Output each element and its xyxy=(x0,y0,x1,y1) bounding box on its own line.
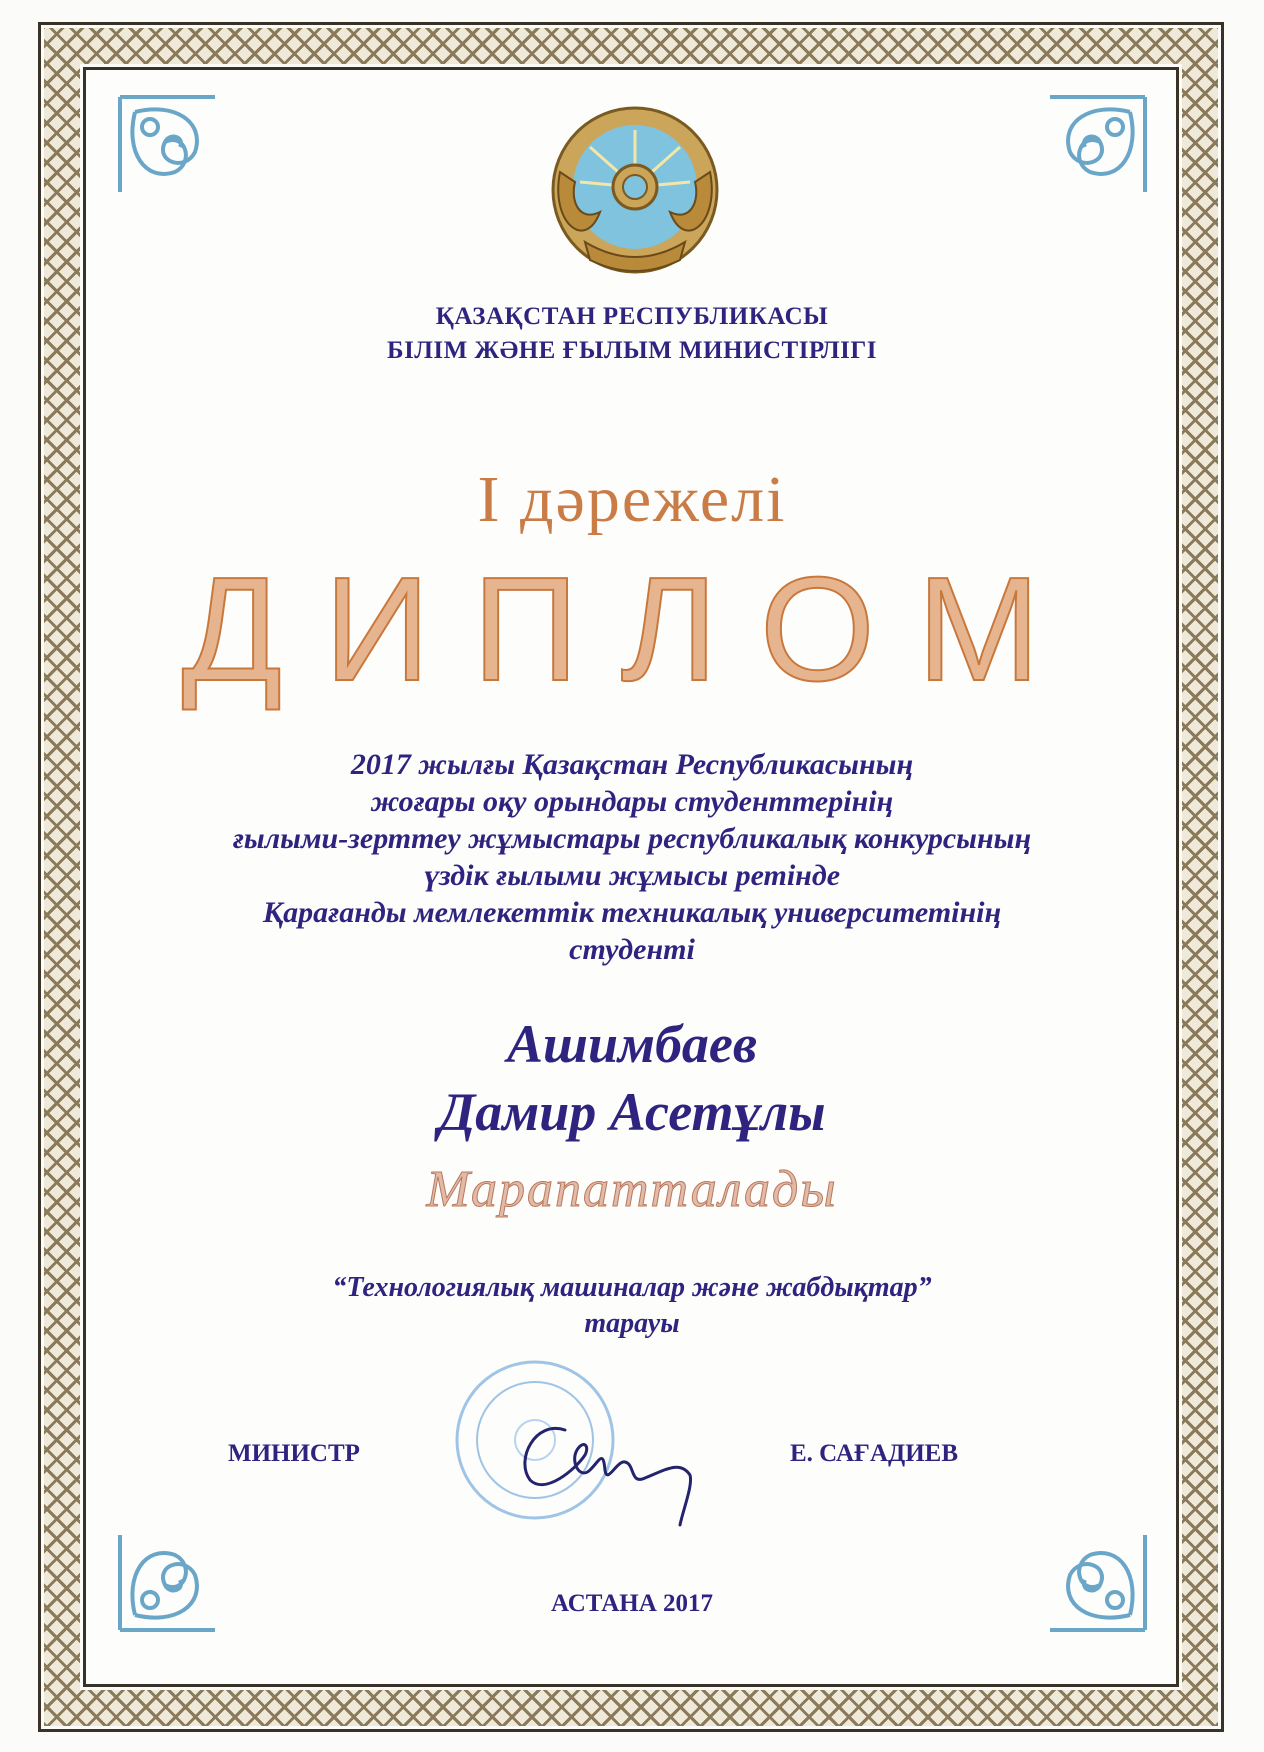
recipient-given-name: Дамир Асетұлы xyxy=(438,1082,826,1142)
diploma-title: ДИПЛОМ xyxy=(181,547,1083,712)
award-description xyxy=(100,746,1164,968)
description-line: Қарағанды мемлекеттік техникалық университетінің xyxy=(262,896,1002,929)
section-line-1: “Технологиялық машиналар және жабдықтар” xyxy=(332,1272,932,1303)
recipient-surname: Ашимбаев xyxy=(506,1014,758,1074)
signatory-title: МИНИСТР xyxy=(228,1440,360,1467)
awarded-text: Марапатталады xyxy=(426,1161,838,1218)
state-emblem-icon xyxy=(540,102,730,282)
signature-icon xyxy=(505,1400,705,1530)
ministry-line-1: ҚАЗАҚСТАН РЕСПУБЛИКАСЫ xyxy=(435,303,829,330)
ministry-header xyxy=(100,300,1164,368)
signatory-name: Е. САҒАДИЕВ xyxy=(790,1440,958,1467)
ministry-line-2: БІЛІМ ЖӘНЕ ҒЫЛЫМ МИНИСТІРЛІГІ xyxy=(387,337,877,364)
description-line: ғылыми-зерттеу жұмыстары республикалық конкурсының xyxy=(232,822,1032,855)
corner-ornament-icon xyxy=(115,92,225,202)
degree-title: І дәрежелі xyxy=(477,463,787,536)
section-name xyxy=(100,1270,1164,1342)
description-line: жоғары оқу орындары студенттерінің xyxy=(370,785,894,818)
corner-ornament-icon xyxy=(1040,92,1150,202)
description-line: студенті xyxy=(569,933,695,966)
corner-ornament-icon xyxy=(1040,1525,1150,1635)
place-and-year: АСТАНА 2017 xyxy=(550,1590,714,1617)
description-line: 2017 жылғы Қазақстан Республикасының xyxy=(350,748,914,781)
description-line: үздік ғылыми жұмысы ретінде xyxy=(423,859,841,892)
recipient-name xyxy=(100,1010,1164,1146)
corner-ornament-icon xyxy=(115,1525,225,1635)
section-line-2: тарауы xyxy=(584,1308,680,1339)
